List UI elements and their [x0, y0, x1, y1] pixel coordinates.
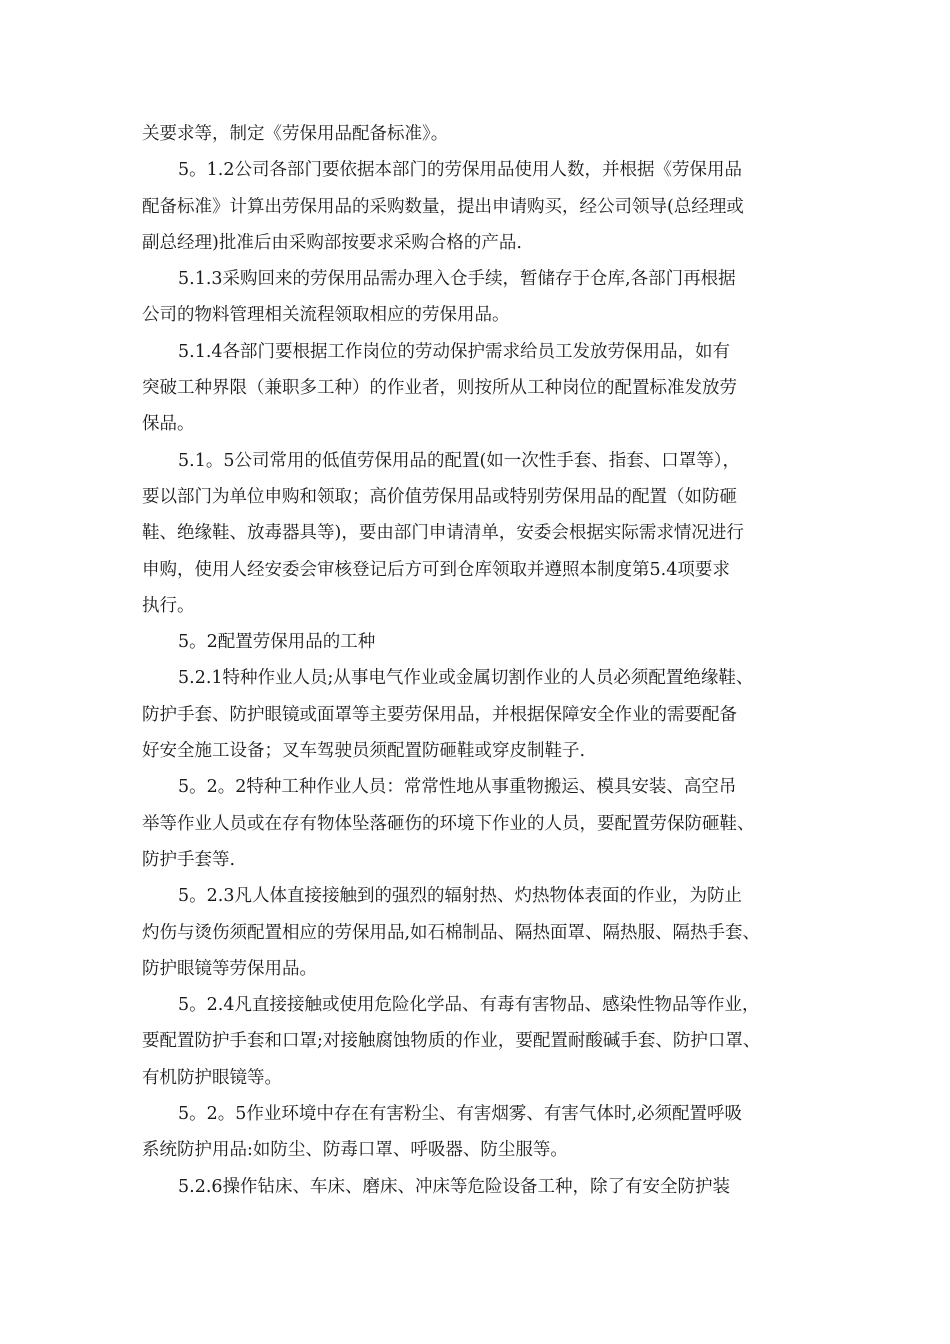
text-line: 要以部门为单位申购和领取；高价值劳保用品或特别劳保用品的配置（如防砸 — [142, 486, 737, 507]
text-line: 灼伤与烫伤须配置相应的劳保用品,如石棉制品、隔热面罩、隔热服、隔热手套、 — [142, 922, 761, 943]
text-line: 举等作业人员或在存有物体坠落砸伤的环境下作业的人员，要配置劳保防砸鞋、 — [142, 813, 755, 834]
text-line: 5.2.6操作钻床、车床、磨床、冲床等危险设备工种，除了有安全防护装 — [178, 1176, 731, 1197]
text-line: 关要求等，制定《劳保用品配备标准》。 — [142, 124, 449, 144]
section-heading: 5。2配置劳保用品的工种 — [178, 632, 376, 653]
document-body — [142, 116, 814, 1205]
text-line: 5.2.1特种作业人员;从事电气作业或金属切割作业的人员必须配置绝缘鞋、 — [178, 668, 754, 689]
text-line: 保品。 — [142, 414, 195, 435]
text-line: 好安全施工设备；叉车驾驶员须配置防砸鞋或穿皮制鞋子. — [142, 741, 586, 762]
text-line: 申购，使用人经安委会审核登记后方可到仓库领取并遵照本制度第5.4项要求 — [142, 559, 730, 580]
text-line: 防护眼镜等劳保用品。 — [142, 958, 317, 979]
text-line: 5.1。5公司常用的低值劳保用品的配置(如一次性手套、指套、口罩等）， — [178, 450, 741, 471]
text-line: 副总经理)批准后由采购部按要求采购合格的产品. — [142, 232, 522, 253]
text-line: 要配置防护手套和口罩;对接触腐蚀物质的作业，要配置耐酸碱手套、防护口罩、 — [142, 1031, 761, 1052]
text-line: 5。2。2特种工种作业人员：常常性地从事重物搬运、模具安装、高空吊 — [178, 777, 737, 798]
text-line: 防护手套、防护眼镜或面罩等主要劳保用品，并根据保障安全作业的需要配备 — [142, 704, 737, 725]
text-line: 配备标准》计算出劳保用品的采购数量，提出申请购买，经公司领导(总经理或 — [142, 196, 744, 217]
text-line: 5.1.4各部门要根据工作岗位的劳动保护需求给员工发放劳保用品，如有 — [178, 341, 731, 362]
text-line: 5。1.2公司各部门要依据本部门的劳保用品使用人数，并根据《劳保用品 — [178, 160, 742, 181]
text-line: 鞋、绝缘鞋、放毒器具等)，要由部门申请清单，安委会根据实际需求情况进行 — [142, 523, 744, 544]
text-line: 公司的物料管理相关流程领取相应的劳保用品。 — [142, 305, 510, 326]
text-line: 突破工种界限（兼职多工种）的作业者，则按所从工种岗位的配置标准发放劳 — [142, 378, 737, 399]
text-line: 5。2.4凡直接接触或使用危险化学品、有毒有害物品、感染性物品等作业， — [178, 995, 760, 1016]
text-line: 防护手套等. — [142, 849, 236, 870]
text-line: 执行。 — [142, 595, 195, 616]
text-line: 系统防护用品:如防尘、防毒口罩、呼吸器、防尘服等。 — [142, 1140, 568, 1161]
text-line: 5.1.3采购回来的劳保用品需办理入仓手续，暂储存于仓库,各部门再根据 — [178, 269, 736, 290]
text-line: 5。2.3凡人体直接接触到的强烈的辐射热、灼热物体表面的作业，为防止 — [178, 886, 742, 907]
text-line: 5。2。5作业环境中存在有害粉尘、有害烟雾、有害气体时,必须配置呼吸 — [178, 1104, 742, 1125]
text-line: 有机防护眼镜等。 — [142, 1067, 282, 1088]
